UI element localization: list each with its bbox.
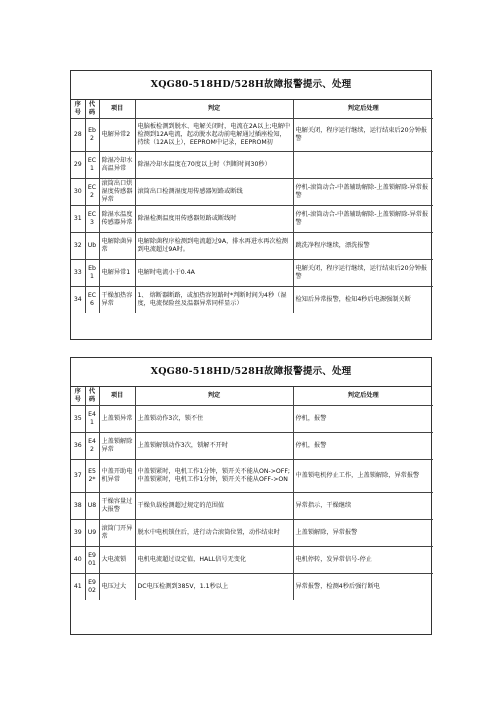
table-header-row [71,387,433,406]
header-item: 项目 [99,387,135,406]
cell-code: E41 [85,406,99,433]
cell-action: 检知后异常报警，检知4秒后电源强制关断 [293,287,433,314]
cell-code: E901 [85,547,99,574]
cell-judge: 中盖锁紧时，电机工作1分钟，锁开关不能从ON->OFF;中盖锁紧时，电机工作1分钟，锁开关不能从OFF->ON [135,460,293,493]
cell-seq: 41 [71,574,85,601]
cell-code: Ub [85,233,99,260]
table-row [71,206,433,233]
cell-seq: 35 [71,406,85,433]
cell-judge: 上盖锁解锁动作3次，锁解不开时 [135,433,293,460]
cell-seq: 31 [71,206,85,233]
table-row [71,233,433,260]
cell-judge: 电解除菌程序检测到电流超过9A，排水再进水再次检测到电流超过9A时。 [135,233,293,260]
cell-code: EC6 [85,287,99,314]
cell-item: 电解异常2 [99,119,135,152]
table-row [71,119,433,152]
cell-judge: 除湿检测温度用传感器短路或断线时 [135,206,293,233]
cell-seq: 39 [71,520,85,547]
cell-seq: 32 [71,233,85,260]
header-action: 判定后处理 [293,387,433,406]
cell-seq: 30 [71,179,85,206]
cell-judge: 电解时电流小于0.4A [135,260,293,287]
cell-action: 上盖锁解除，异常报警 [293,520,433,547]
cell-seq: 37 [71,460,85,493]
table-row [71,520,433,547]
table-header-row [71,100,433,119]
cell-seq: 38 [71,493,85,520]
cell-code: Eb1 [85,260,99,287]
cell-action: 停机，报警 [293,433,433,460]
cell-code: EC3 [85,206,99,233]
cell-item: 电解除菌异常 [99,233,135,260]
cell-judge: 电机电流超过设定值，HALL信号无变化 [135,547,293,574]
cell-action: 停机，报警 [293,406,433,433]
cell-item: 干燥加热容异常 [99,287,135,314]
cell-judge: 上盖锁动作3次，锁不住 [135,406,293,433]
table-row [71,574,433,601]
table-row [71,493,433,520]
cell-code: U9 [85,520,99,547]
cell-action: 电解关闭，程序运行继续，运行结束后20分钟报警 [293,260,433,287]
cell-judge: 1、 熔断器断路，或加热容短路时*判断时间为4秒（湿度，电流保险丝及温器异常同样显示） [135,287,293,314]
cell-judge: 干燥负载检测超过规定的范围值 [135,493,293,520]
table-1-title: XQG80-518HD/528H故障报警提示、处理 [71,71,431,100]
cell-action: 停机-滚筒动合-中盖辅助解除-上盖锁解除-异常报警 [293,179,433,206]
table-row [71,287,433,314]
cell-judge: 脱水中电机锁住后，进行动合滚筒位置，动作结束时 [135,520,293,547]
cell-item: 上盖锁解除异常 [99,433,135,460]
header-judge: 判定 [135,387,293,406]
cell-code: EC2 [85,179,99,206]
cell-item: 电压过大 [99,574,135,601]
table-row [71,406,433,433]
header-code: 代码 [85,387,99,406]
cell-seq: 40 [71,547,85,574]
fault-table-sheet-1 [70,70,432,340]
cell-action: 异常指示，干燥继续 [293,493,433,520]
fault-table-2 [71,387,433,600]
header-action: 判定后处理 [293,100,433,119]
cell-seq: 34 [71,287,85,314]
cell-action: 电解关闭，程序运行继续，运行结束后20分钟报警 [293,119,433,152]
cell-code: E42 [85,433,99,460]
cell-action [293,152,433,179]
table-row [71,152,433,179]
header-seq: 序号 [71,387,85,406]
cell-seq: 33 [71,260,85,287]
cell-action: 中盖锁电机停止工作，上盖锁解除，异常报警 [293,460,433,493]
cell-item: 除湿冷却水高温异常 [99,152,135,179]
cell-seq: 28 [71,119,85,152]
cell-judge: 除湿冷却水温度在70度以上时（判断时间30秒） [135,152,293,179]
cell-item: 滚筒门开异常 [99,520,135,547]
header-judge: 判定 [135,100,293,119]
cell-judge: 滚筒出口检测湿度用传感器短路或断线 [135,179,293,206]
cell-seq: 29 [71,152,85,179]
cell-item: 干燥容量过大报警 [99,493,135,520]
cell-judge: DC电压检测到385V，1.1秒以上 [135,574,293,601]
table-2-title: XQG80-518HD/528H故障报警提示、处理 [71,358,431,387]
table-row [71,260,433,287]
table-row [71,179,433,206]
cell-item: 除湿水温度传感器异常 [99,206,135,233]
cell-judge: 电脑板检测到脱水、电解关闭时，电流在2A以上;电解中检测到12A电流，起动脱水起动前电解通过插座检知，持续（12A以上），EEPROM中记录，EEPROM初 [135,119,293,152]
cell-action: 异常报警，检测4秒后强行断电 [293,574,433,601]
cell-item: 滚筒出口烘湿度传感器异常 [99,179,135,206]
cell-item: 大电流锁 [99,547,135,574]
cell-action: 跳洗净程序继续，漂洗报警 [293,233,433,260]
header-code: 代码 [85,100,99,119]
cell-seq: 36 [71,433,85,460]
cell-item: 电解异常1 [99,260,135,287]
cell-code: E902 [85,574,99,601]
fault-table-1 [71,100,433,313]
cell-code: E52* [85,460,99,493]
cell-action: 停机-滚筒动合-中盖辅助解除-上盖锁解除-异常报警 [293,206,433,233]
cell-code: EC1 [85,152,99,179]
header-item: 项目 [99,100,135,119]
fault-table-sheet-2 [70,357,432,635]
cell-item: 中盖开助电机异常 [99,460,135,493]
cell-code: U8 [85,493,99,520]
table-row [71,433,433,460]
cell-action: 电机停转，发异常信号-停止 [293,547,433,574]
cell-item: 上盖锁异常 [99,406,135,433]
cell-code: Eb2 [85,119,99,152]
table-row [71,460,433,493]
table-row [71,547,433,574]
header-seq: 序号 [71,100,85,119]
